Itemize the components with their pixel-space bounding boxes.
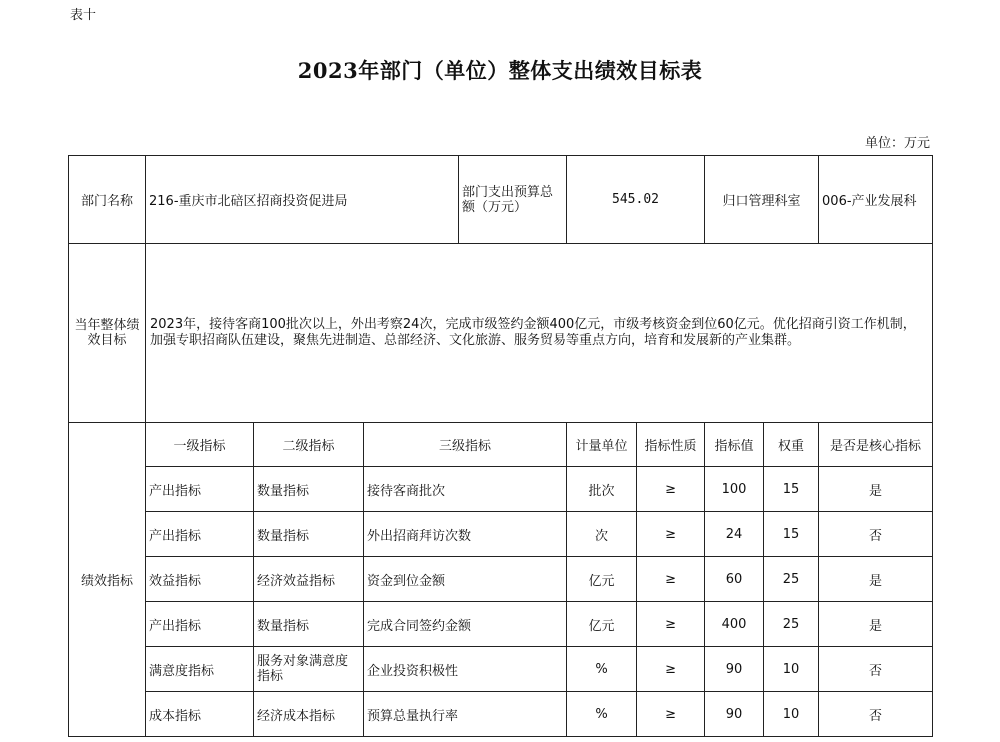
goal-label: 当年整体绩效目标: [69, 244, 146, 423]
core-cell: 是: [819, 557, 933, 602]
goal-text: 2023年，接待客商100批次以上，外出考察24次，完成市级签约金额400亿元，市级考核资金到位60亿元。优化招商引资工作机制，加强专职招商队伍建设，聚焦先进制造、总部经济、文化旅游、服务贸易等重点方向，培育和发展新的产业集群。: [146, 244, 933, 423]
column-header: 指标性质: [637, 423, 705, 467]
weight-cell: 10: [764, 647, 819, 692]
level3-cell: 完成合同签约金额: [364, 602, 567, 647]
budget-label: 部门支出预算总额（万元）: [459, 156, 567, 244]
column-header: 二级指标: [254, 423, 364, 467]
level1-cell: 效益指标: [146, 557, 254, 602]
nature-cell: ≥: [637, 557, 705, 602]
budget-value: 545.02: [567, 156, 705, 244]
office-value: 006-产业发展科: [819, 156, 933, 244]
performance-table: [68, 155, 933, 737]
table-row: [69, 602, 933, 647]
level3-cell: 外出招商拜访次数: [364, 512, 567, 557]
core-cell: 是: [819, 467, 933, 512]
nature-cell: ≥: [637, 647, 705, 692]
goal-row: [69, 244, 933, 423]
unit-label: 单位：万元: [864, 136, 930, 151]
weight-cell: 25: [764, 602, 819, 647]
value-cell: 24: [705, 512, 764, 557]
value-cell: 90: [705, 647, 764, 692]
table-row: [69, 647, 933, 692]
header-row: [69, 156, 933, 244]
nature-cell: ≥: [637, 512, 705, 557]
column-header: 是否是核心指标: [819, 423, 933, 467]
unit-cell: 亿元: [567, 602, 637, 647]
core-cell: 否: [819, 647, 933, 692]
level1-cell: 产出指标: [146, 467, 254, 512]
unit-cell: %: [567, 647, 637, 692]
level2-cell: 经济成本指标: [254, 692, 364, 737]
level3-cell: 资金到位金额: [364, 557, 567, 602]
core-cell: 是: [819, 602, 933, 647]
column-header: 权重: [764, 423, 819, 467]
nature-cell: ≥: [637, 467, 705, 512]
unit-cell: 批次: [567, 467, 637, 512]
level1-cell: 成本指标: [146, 692, 254, 737]
level2-cell: 数量指标: [254, 512, 364, 557]
value-cell: 60: [705, 557, 764, 602]
core-cell: 否: [819, 692, 933, 737]
column-header: 一级指标: [146, 423, 254, 467]
indicator-section-label: 绩效指标: [69, 423, 146, 737]
level1-cell: 产出指标: [146, 512, 254, 557]
core-cell: 否: [819, 512, 933, 557]
value-cell: 100: [705, 467, 764, 512]
dept-name-value: 216-重庆市北碚区招商投资促进局: [146, 156, 459, 244]
weight-cell: 10: [764, 692, 819, 737]
level3-cell: 接待客商批次: [364, 467, 567, 512]
office-label: 归口管理科室: [705, 156, 819, 244]
page-title: 2023年部门（单位）整体支出绩效目标表: [297, 58, 703, 83]
weight-cell: 15: [764, 467, 819, 512]
level1-cell: 产出指标: [146, 602, 254, 647]
level2-cell: 数量指标: [254, 602, 364, 647]
value-cell: 400: [705, 602, 764, 647]
level3-cell: 企业投资积极性: [364, 647, 567, 692]
nature-cell: ≥: [637, 602, 705, 647]
unit-cell: 次: [567, 512, 637, 557]
table-row: [69, 557, 933, 602]
unit-cell: 亿元: [567, 557, 637, 602]
level2-cell: 数量指标: [254, 467, 364, 512]
column-header: 指标值: [705, 423, 764, 467]
level2-cell: 服务对象满意度指标: [254, 647, 364, 692]
level3-cell: 预算总量执行率: [364, 692, 567, 737]
column-header: 计量单位: [567, 423, 637, 467]
table-number-label: 表十: [70, 8, 97, 23]
table-row: [69, 467, 933, 512]
indicator-header-row: [69, 423, 933, 467]
weight-cell: 25: [764, 557, 819, 602]
level1-cell: 满意度指标: [146, 647, 254, 692]
value-cell: 90: [705, 692, 764, 737]
weight-cell: 15: [764, 512, 819, 557]
nature-cell: ≥: [637, 692, 705, 737]
table-row: [69, 512, 933, 557]
column-header: 三级指标: [364, 423, 567, 467]
unit-cell: %: [567, 692, 637, 737]
dept-name-label: 部门名称: [69, 156, 146, 244]
table-row: [69, 692, 933, 737]
level2-cell: 经济效益指标: [254, 557, 364, 602]
